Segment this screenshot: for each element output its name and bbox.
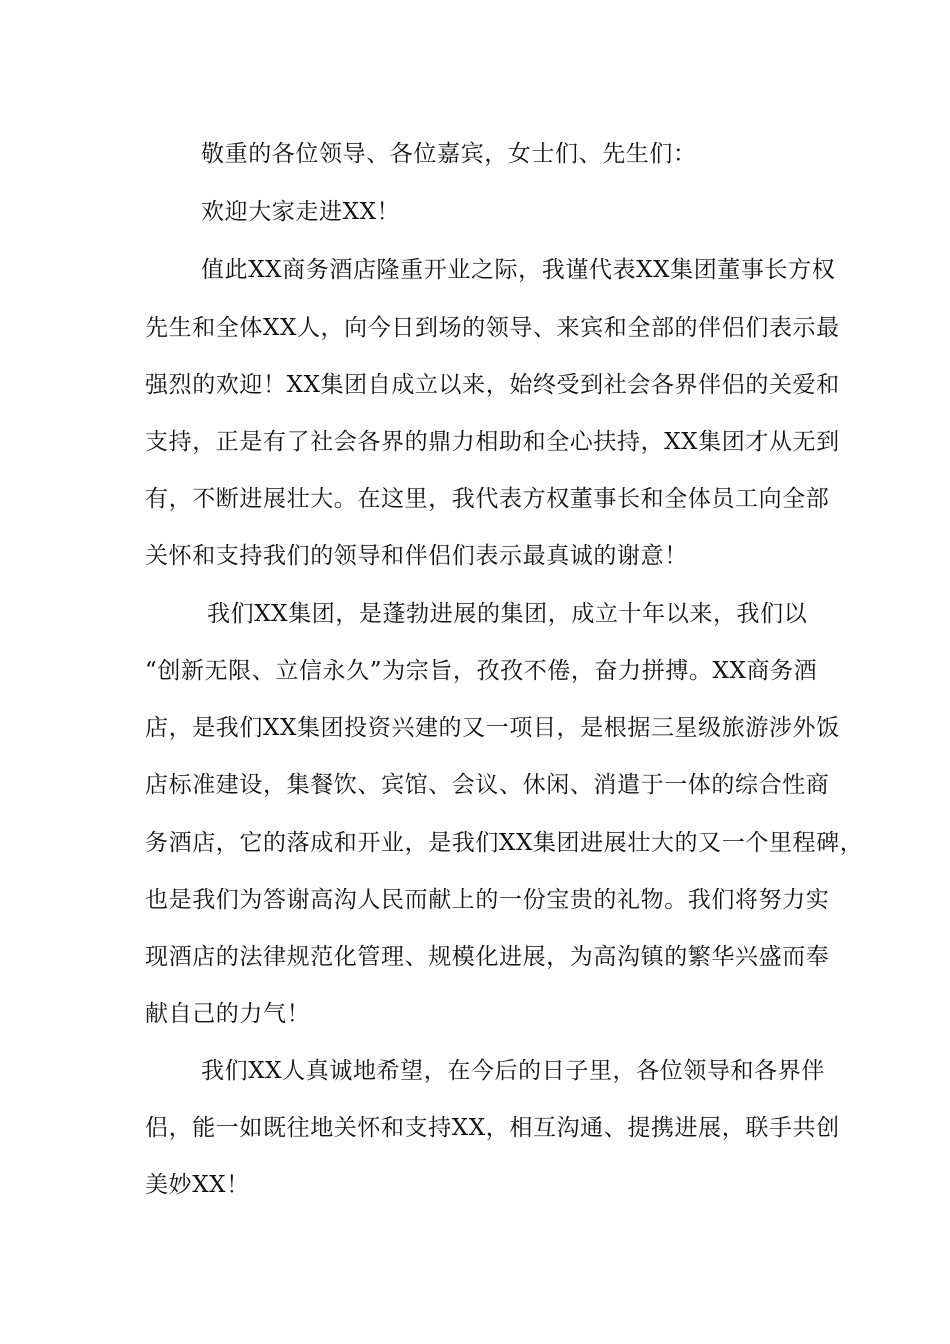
paragraph-2-line-2: “创新无限、立信永久”为宗旨，孜孜不倦，奋力拼搏。XX商务酒 bbox=[145, 658, 818, 684]
paragraph-2-line-8: 献自己的力气！ bbox=[145, 1001, 311, 1027]
paragraph-3-line-2: 侣，能一如既往地关怀和支持XX，相互沟通、提携进展，联手共创 bbox=[145, 1115, 840, 1141]
paragraph-3-line-3: 美妙XX！ bbox=[145, 1172, 250, 1198]
paragraph-3-line-1: 我们XX人真诚地希望，在今后的日子里，各位领导和各界伴 bbox=[201, 1058, 825, 1084]
paragraph-1-line-5: 有，不断进展壮大。在这里，我代表方权董事长和全体员工向全部 bbox=[145, 486, 830, 512]
paragraph-2-line-7: 现酒店的法律规范化管理、规模化进展，为高沟镇的繁华兴盛而奉 bbox=[145, 944, 830, 970]
paragraph-2-line-5: 务酒店，它的落成和开业，是我们XX集团进展壮大的又一个里程碑， bbox=[145, 830, 864, 856]
paragraph-1-line-6: 关怀和支持我们的领导和伴侣们表示最真诚的谢意！ bbox=[145, 543, 688, 569]
welcome-line: 欢迎大家走进XX！ bbox=[201, 199, 401, 225]
greeting-line: 敬重的各位领导、各位嘉宾，女士们、先生们： bbox=[201, 141, 697, 167]
paragraph-1-line-3: 强烈的欢迎！XX集团自成立以来，始终受到社会各界伴侣的关爱和 bbox=[145, 372, 840, 398]
paragraph-2-line-3: 店，是我们XX集团投资兴建的又一项目，是根据三星级旅游涉外饭 bbox=[145, 715, 840, 741]
paragraph-1-line-4: 支持，正是有了社会各界的鼎力相助和全心扶持，XX集团才从无到 bbox=[145, 429, 840, 455]
paragraph-2-line-1: 我们XX集团，是蓬勃进展的集团，成立十年以来，我们以 bbox=[207, 601, 808, 627]
paragraph-2-line-6: 也是我们为答谢高沟人民而献上的一份宝贵的礼物。我们将努力实 bbox=[145, 887, 830, 913]
paragraph-2-line-4: 店标准建设，集餐饮、宾馆、会议、休闲、消遣于一体的综合性商 bbox=[145, 772, 830, 798]
paragraph-1-line-1: 值此XX商务酒店隆重开业之际，我谨代表XX集团董事长方权 bbox=[201, 257, 836, 283]
paragraph-1-line-2: 先生和全体XX人，向今日到场的领导、来宾和全部的伴侣们表示最 bbox=[145, 315, 840, 341]
